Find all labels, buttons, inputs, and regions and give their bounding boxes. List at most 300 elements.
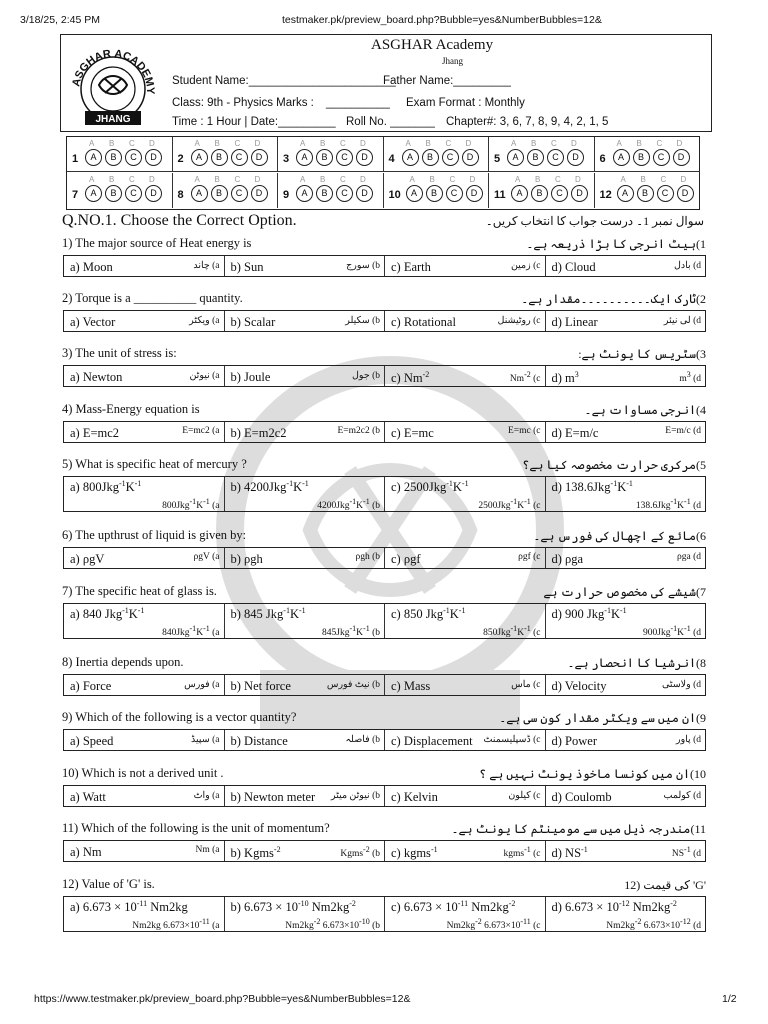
- options-row: [63, 547, 706, 569]
- answer-bubble[interactable]: A: [85, 149, 102, 166]
- option-cell[interactable]: [64, 311, 225, 331]
- option-label-urdu: فاصلہ (b: [345, 735, 380, 745]
- answer-bubble[interactable]: C: [231, 149, 248, 166]
- bubble-hint-letter: B: [425, 139, 431, 148]
- answer-bubble[interactable]: C: [336, 149, 353, 166]
- answer-bubble[interactable]: B: [211, 149, 228, 166]
- option-label: b) E=m2c2: [230, 426, 287, 440]
- option-label: a) Watt: [70, 790, 106, 804]
- option-label: a) ρgV: [70, 552, 105, 566]
- option-label-urdu: ماس (c: [511, 680, 541, 690]
- question-text: 9) Which of the following is a vector quantity?: [62, 710, 297, 724]
- option-cell[interactable]: [225, 548, 386, 568]
- answer-bubble[interactable]: C: [551, 185, 568, 202]
- bubble-hint-letter: C: [340, 139, 346, 148]
- option-cell[interactable]: [385, 256, 546, 276]
- print-url: testmaker.pk/preview_board.php?Bubble=yes&NumberBubbles=12&: [282, 14, 602, 26]
- option-cell[interactable]: [546, 675, 706, 695]
- answer-bubble[interactable]: A: [613, 149, 630, 166]
- bubble-hint-letter: C: [445, 139, 452, 148]
- bubble-cell: [595, 173, 701, 208]
- option-label-urdu: نیوٹن میٹر (b: [330, 791, 380, 801]
- answer-bubble[interactable]: A: [507, 149, 524, 166]
- option-cell[interactable]: [385, 730, 546, 750]
- option-label-urdu: $840Jkg^{-1}K^{-1}$ (a: [162, 624, 220, 639]
- answer-bubble[interactable]: B: [105, 185, 122, 202]
- bubble-hint-letter: A: [89, 174, 95, 184]
- option-label: b) Distance: [230, 734, 288, 748]
- option-label-urdu: $NS^{-1}$ (d: [671, 845, 701, 860]
- answer-bubble[interactable]: B: [422, 149, 439, 166]
- answer-bubble[interactable]: A: [617, 185, 634, 202]
- option-label-urdu: واٹ (a: [193, 791, 220, 801]
- option-cell[interactable]: [64, 256, 225, 276]
- option-cell[interactable]: [385, 548, 546, 568]
- option-label-urdu: Kgms$^{-2}$ (b: [340, 845, 380, 860]
- answer-bubble[interactable]: B: [316, 185, 333, 202]
- answer-bubble[interactable]: C: [657, 185, 674, 202]
- bubble-hint-letter: A: [620, 174, 626, 184]
- question-text-urdu: 2)ٹارک ایک۔۔۔۔۔۔۔۔۔۔مقدار ہے۔: [521, 292, 706, 306]
- bubble-number: 4: [388, 153, 395, 165]
- option-label: d) 900 $Jkg^{-1}K^{-1}$: [551, 606, 627, 622]
- option-cell[interactable]: [225, 422, 386, 442]
- option-label-urdu: چاند (a: [193, 261, 220, 271]
- option-label: a) Speed: [70, 734, 114, 748]
- roll-no-field: Roll No. _______: [346, 116, 435, 128]
- option-label: b) Sun: [230, 260, 264, 274]
- option-label-urdu: ρga (d: [677, 552, 701, 562]
- option-label: c) Mass: [391, 679, 431, 693]
- bubble-hint-letter: D: [254, 174, 261, 184]
- question-text-urdu: 11)مندرجہ ذیل میں سے مومینٹم کا یونٹ ہے۔: [451, 822, 706, 836]
- bubble-hint-letter: C: [129, 174, 135, 184]
- bubble-hint-letter: B: [640, 174, 646, 184]
- bubble-hint-letter: D: [575, 174, 581, 184]
- option-label: d) Power: [551, 734, 597, 748]
- option-label: c) ρgf: [391, 552, 421, 566]
- bubble-number: 3: [283, 153, 290, 165]
- bubble-hint-letter: B: [531, 139, 537, 148]
- option-label-urdu: $Nm2kg^{-2}$ $6.673\times 10^{-10}$ (b: [285, 917, 380, 932]
- option-label-urdu: $Nm2kg^{-2}$ $6.673\times 10^{-12}$ (d: [606, 917, 701, 932]
- question-text-urdu: 'G' کی قیمت (12: [624, 878, 706, 892]
- option-label: d) $6.673 \times 10^{-12}$ $Nm2kg^{-2}$: [551, 899, 677, 915]
- options-row: [63, 840, 706, 862]
- option-label: b) Net force: [230, 679, 291, 693]
- option-label-urdu: kgms$^{-1}$ (c: [503, 845, 541, 860]
- options-row: [63, 785, 706, 807]
- answer-bubble[interactable]: A: [511, 185, 528, 202]
- answer-bubble[interactable]: B: [105, 149, 122, 166]
- option-cell[interactable]: [546, 366, 706, 386]
- bubble-hint-letter: B: [320, 139, 326, 148]
- bubble-cell: [384, 173, 490, 208]
- print-footer: [0, 990, 768, 1014]
- question-text-urdu: 8)انرشیا کا انحصار ہے۔: [567, 656, 706, 670]
- question-text: 6) The upthrust of liquid is given by:: [62, 528, 247, 542]
- answer-bubble[interactable]: B: [531, 185, 548, 202]
- bubble-hint-letter: B: [535, 174, 541, 184]
- option-cell[interactable]: [64, 675, 225, 695]
- option-cell[interactable]: [64, 604, 225, 638]
- option-label: d) $m^3$: [551, 370, 579, 386]
- question-text: 4) Mass-Energy equation is: [62, 402, 200, 416]
- option-label-urdu: $Nm2kg^{-2}$ $6.673\times 10^{-11}$ (c: [446, 917, 541, 932]
- svg-text:JHANG: JHANG: [95, 114, 131, 125]
- answer-bubble[interactable]: D: [571, 185, 588, 202]
- question-text: 3) The unit of stress is:: [62, 346, 177, 360]
- bubble-hint-letter: C: [551, 139, 557, 148]
- option-label-urdu: فورس (a: [184, 680, 220, 690]
- answer-bubble[interactable]: A: [406, 185, 423, 202]
- option-cell[interactable]: [546, 786, 706, 806]
- option-cell[interactable]: [385, 422, 546, 442]
- section-title: Q.NO.1. Choose the Correct Option.: [62, 212, 297, 229]
- bubble-cell: [173, 173, 279, 208]
- bubble-hint-letter: B: [429, 174, 435, 184]
- answer-bubble[interactable]: D: [356, 149, 373, 166]
- option-label-urdu: E=mc (c: [507, 426, 541, 436]
- academy-name: ASGHAR Academy: [371, 37, 494, 53]
- options-row: [63, 255, 706, 277]
- answer-bubble[interactable]: A: [191, 185, 208, 202]
- bubble-number: 8: [177, 188, 184, 201]
- question-text-urdu: 6)مائع کے اچھال کی فورس ہے۔: [533, 529, 706, 543]
- bubble-hint-letter: A: [405, 139, 411, 148]
- option-cell[interactable]: [225, 675, 386, 695]
- academy-logo: [65, 39, 161, 127]
- options-row: [63, 421, 706, 443]
- options-row: [63, 310, 706, 332]
- bubble-hint-letter: B: [109, 174, 115, 184]
- options-row: [63, 729, 706, 751]
- options-row: [63, 603, 706, 639]
- option-cell[interactable]: [225, 366, 386, 386]
- bubble-number: 9: [283, 188, 290, 201]
- answer-bubble[interactable]: B: [527, 149, 544, 166]
- option-cell[interactable]: [225, 730, 386, 750]
- answer-bubble[interactable]: B: [316, 149, 333, 166]
- option-cell[interactable]: [385, 786, 546, 806]
- bubble-hint-letter: A: [409, 174, 415, 184]
- option-cell[interactable]: [546, 256, 706, 276]
- option-cell[interactable]: [64, 897, 225, 931]
- question-text: 7) The specific heat of glass is.: [62, 584, 217, 598]
- option-label-urdu: E=m/c (d: [665, 426, 701, 436]
- option-label: c) 850 $Jkg^{-1}K^{-1}$: [391, 606, 466, 622]
- answer-bubble[interactable]: C: [231, 185, 248, 202]
- bubble-hint-letter: D: [360, 174, 366, 184]
- question-text: 10) Which is not a derived unit .: [62, 766, 224, 780]
- answer-bubble[interactable]: C: [125, 185, 142, 202]
- bubble-number: 6: [599, 153, 606, 165]
- option-cell[interactable]: [546, 841, 706, 861]
- option-label: c) $Nm^{-2}$: [391, 370, 430, 386]
- bubble-cell: [67, 137, 173, 172]
- option-label: b) 845 $Jkg^{-1}K^{-1}$: [230, 606, 306, 622]
- answer-bubble[interactable]: A: [85, 185, 102, 202]
- option-label-urdu: ویکٹر (a: [189, 316, 220, 326]
- options-row: [63, 476, 706, 512]
- answer-bubble[interactable]: D: [567, 149, 584, 166]
- question-text: 1) The major source of Heat energy is: [62, 236, 252, 250]
- chapters: Chapter#: 3, 6, 7, 8, 9, 4, 2, 1, 5: [446, 116, 609, 128]
- bubble-hint-letter: C: [234, 174, 241, 184]
- bubble-cell: [173, 137, 279, 172]
- answer-bubble[interactable]: D: [356, 185, 373, 202]
- option-label: b) Scalar: [230, 315, 276, 329]
- option-label: b) $4200Jkg^{-1}K^{-1}$: [230, 479, 309, 495]
- answer-bubble[interactable]: A: [191, 149, 208, 166]
- option-label: c) Kelvin: [391, 790, 438, 804]
- answer-bubble[interactable]: D: [677, 185, 694, 202]
- option-cell[interactable]: [546, 548, 706, 568]
- answer-bubble[interactable]: B: [637, 185, 654, 202]
- bubble-hint-letter: B: [109, 139, 115, 148]
- answer-bubble[interactable]: A: [402, 149, 419, 166]
- bubble-hint-letter: A: [300, 174, 306, 184]
- bubble-number: 12: [599, 188, 612, 201]
- option-label: d) $NS^{-1}$: [551, 845, 588, 861]
- question-text: 11) Which of the following is the unit of momentum?: [62, 821, 330, 835]
- option-label: b) ρgh: [230, 552, 263, 566]
- question-text-urdu: 3)سٹریس کا یونٹ ہے:: [578, 347, 706, 361]
- bubble-number: 2: [177, 153, 184, 165]
- question-text-urdu: 7)شیشے کی مخصوص حرارت ہے: [543, 585, 706, 599]
- bubble-hint-letter: C: [129, 139, 135, 148]
- option-label: d) Linear: [551, 315, 598, 329]
- option-label: c) E=mc: [391, 426, 434, 440]
- option-label: a) Force: [70, 679, 112, 693]
- bubble-hint-letter: A: [89, 139, 95, 148]
- option-label-urdu: E=m2c2 (b: [337, 426, 380, 436]
- option-label-urdu: Nm (a: [195, 845, 220, 855]
- option-label-urdu: جول (b: [352, 371, 380, 381]
- option-label-urdu: زمین (c: [510, 261, 541, 271]
- answer-bubble[interactable]: B: [211, 185, 228, 202]
- option-label-urdu: $Nm^{-2}$ (c: [509, 370, 541, 385]
- option-label: a) $6.673 \times 10^{-11}$ Nm2kg: [70, 899, 188, 915]
- answer-bubble[interactable]: D: [462, 149, 479, 166]
- bubble-hint-letter: B: [636, 139, 642, 148]
- option-label: b) Newton meter: [230, 790, 316, 804]
- option-label: c) Displacement: [391, 734, 473, 748]
- question-text: 2) Torque is a __________ quantity.: [62, 291, 243, 305]
- bubble-hint-letter: C: [656, 139, 663, 148]
- option-cell[interactable]: [64, 477, 225, 511]
- option-cell[interactable]: [385, 366, 546, 386]
- bubble-hint-letter: A: [194, 139, 200, 148]
- option-label-urdu: $4200Jkg^{-1}K^{-1}$ (b: [317, 497, 380, 512]
- bubble-cell: [278, 173, 384, 208]
- option-cell[interactable]: [385, 841, 546, 861]
- bubble-hint-letter: B: [320, 174, 326, 184]
- marks-blank: __________: [326, 97, 390, 109]
- answer-bubble[interactable]: D: [251, 149, 268, 166]
- option-cell[interactable]: [546, 730, 706, 750]
- option-cell[interactable]: [225, 841, 386, 861]
- option-cell[interactable]: [64, 366, 225, 386]
- answer-bubble[interactable]: C: [547, 149, 564, 166]
- option-cell[interactable]: [546, 422, 706, 442]
- question-text-urdu: 1)ہیٹ انرجی کا بڑا ذریعہ ہے۔: [526, 237, 706, 251]
- section-title-urdu: سوال نمبر 1۔ درست جواب کا انتخاب کریں۔: [485, 214, 704, 228]
- bubble-hint-letter: A: [194, 174, 200, 184]
- option-label: d) Coulomb: [551, 790, 612, 804]
- bubble-hint-letter: D: [149, 139, 155, 148]
- answer-bubble[interactable]: D: [145, 185, 162, 202]
- option-cell[interactable]: [64, 786, 225, 806]
- bubble-hint-letter: C: [234, 139, 241, 148]
- options-row: [63, 674, 706, 696]
- answer-bubble[interactable]: D: [673, 149, 690, 166]
- option-label-urdu: سپیڈ (a: [191, 735, 220, 745]
- bubble-number: 7: [72, 188, 79, 201]
- bubble-hint-letter: D: [149, 174, 155, 184]
- bubble-number: 5: [494, 153, 501, 165]
- option-cell[interactable]: [64, 548, 225, 568]
- answer-bubble-grid: [66, 136, 700, 210]
- option-cell[interactable]: [385, 675, 546, 695]
- option-label-urdu: ρgV (a: [193, 552, 220, 562]
- footer-url: https://www.testmaker.pk/preview_board.php?Bubble=yes&NumberBubbles=12&: [34, 993, 411, 1005]
- option-label: c) Rotational: [391, 315, 456, 329]
- option-label: a) Moon: [70, 260, 113, 274]
- answer-bubble[interactable]: C: [653, 149, 670, 166]
- answer-bubble[interactable]: A: [296, 185, 313, 202]
- option-label-urdu: نیوٹن (a: [189, 371, 220, 381]
- options-row: [63, 896, 706, 932]
- option-label-urdu: Nm2kg $6.673\times 10^{-11}$ (a: [132, 917, 220, 932]
- father-name-field: Father Name:_________: [383, 75, 511, 87]
- options-row: [63, 365, 706, 387]
- bubble-cell: [67, 173, 173, 208]
- option-cell[interactable]: [385, 311, 546, 331]
- option-label-urdu: ولاسٹی (d: [661, 680, 701, 690]
- option-label-urdu: $m^3$ (d: [679, 370, 701, 385]
- bubble-hint-letter: D: [254, 139, 261, 148]
- option-label-urdu: لی نیئر (d: [663, 316, 701, 326]
- answer-bubble[interactable]: D: [251, 185, 268, 202]
- time-date-field: Time : 1 Hour | Date:_________: [172, 116, 336, 128]
- bubble-number: 11: [494, 188, 506, 201]
- option-cell[interactable]: [225, 256, 386, 276]
- option-label: a) Newton: [70, 370, 123, 384]
- option-label-urdu: پاور (d: [675, 735, 701, 745]
- answer-bubble[interactable]: C: [336, 185, 353, 202]
- option-cell[interactable]: [225, 786, 386, 806]
- option-cell[interactable]: [546, 477, 706, 511]
- option-cell[interactable]: [385, 477, 546, 511]
- option-label-urdu: ρgh (b: [355, 552, 380, 562]
- answer-bubble[interactable]: D: [145, 149, 162, 166]
- answer-bubble[interactable]: A: [296, 149, 313, 166]
- answer-bubble[interactable]: C: [446, 185, 463, 202]
- answer-bubble[interactable]: B: [426, 185, 443, 202]
- option-label: a) Nm: [70, 845, 102, 859]
- option-label: c) $6.673 \times 10^{-11}$ $Nm2kg^{-2}$: [391, 899, 516, 915]
- option-label-urdu: روٹیشنل (c: [497, 316, 541, 326]
- question-text: 12) Value of 'G' is.: [62, 877, 155, 891]
- bubble-hint-letter: D: [465, 139, 472, 148]
- option-label-urdu: $138.6Jkg^{-1}K^{-1}$ (d: [635, 497, 701, 512]
- question-text: 5) What is specific heat of mercury ?: [62, 457, 247, 471]
- option-cell[interactable]: [546, 604, 706, 638]
- bubble-cell: [489, 173, 595, 208]
- option-label: b) Joule: [230, 370, 271, 384]
- option-cell[interactable]: [385, 897, 546, 931]
- bubble-number: 10: [388, 188, 401, 201]
- option-label: c) Earth: [391, 260, 431, 274]
- option-cell[interactable]: [64, 730, 225, 750]
- academy-city: Jhang: [442, 56, 463, 66]
- option-cell[interactable]: [64, 422, 225, 442]
- option-label-urdu: $800Jkg^{-1}K^{-1}$ (a: [162, 497, 220, 512]
- option-label-urdu: $900Jkg^{-1}K^{-1}$ (d: [643, 624, 701, 639]
- option-label: a) $800Jkg^{-1}K^{-1}$: [70, 479, 142, 495]
- bubble-cell: [384, 137, 490, 172]
- option-label-urdu: ρgf (c: [518, 552, 541, 562]
- option-cell[interactable]: [64, 841, 225, 861]
- option-label-urdu: بادل (d: [674, 261, 701, 271]
- option-label: b) $6.673 \times 10^{-10}$ $Nm2kg^{-2}$: [230, 899, 356, 915]
- option-label: d) Velocity: [551, 679, 607, 693]
- answer-bubble[interactable]: D: [466, 185, 483, 202]
- student-name-field: Student Name:_______________________: [172, 75, 396, 87]
- bubble-hint-letter: A: [511, 139, 517, 148]
- bubble-hint-letter: D: [360, 139, 366, 148]
- option-cell[interactable]: [225, 897, 386, 931]
- option-cell[interactable]: [385, 604, 546, 638]
- option-label-urdu: سکیلر (b: [345, 316, 380, 326]
- bubble-hint-letter: A: [616, 139, 622, 148]
- option-label-urdu: کولمب (d: [663, 791, 701, 801]
- option-label-urdu: $850Jkg^{-1}K^{-1}$ (c: [483, 624, 541, 639]
- bubble-hint-letter: A: [515, 174, 521, 184]
- option-label: a) 840 $Jkg^{-1}K^{-1}$: [70, 606, 145, 622]
- bubble-hint-letter: C: [555, 174, 561, 184]
- option-label: a) E=mc2: [70, 426, 120, 440]
- option-label-urdu: $2500Jkg^{-1}K^{-1}$ (c: [478, 497, 541, 512]
- bubble-hint-letter: D: [676, 139, 683, 148]
- option-cell[interactable]: [225, 477, 386, 511]
- answer-bubble[interactable]: B: [633, 149, 650, 166]
- bubble-cell: [278, 137, 384, 172]
- option-label: c) kgms$^{-1}$: [391, 845, 438, 861]
- svg-text:ASGHAR ACADEMY: ASGHAR ACADEMY: [70, 47, 157, 95]
- option-label: d) E=m/c: [551, 426, 599, 440]
- print-datetime: 3/18/25, 2:45 PM: [20, 14, 100, 26]
- exam-format: Exam Format : Monthly: [406, 97, 525, 109]
- answer-bubble[interactable]: C: [125, 149, 142, 166]
- option-cell[interactable]: [225, 311, 386, 331]
- bubble-hint-letter: D: [571, 139, 577, 148]
- question-text-urdu: 5)مرکری حرارت مخصوصہ کیا ہے؟: [522, 458, 706, 472]
- bubble-number: 1: [72, 153, 79, 165]
- option-cell[interactable]: [546, 311, 706, 331]
- class-marks-field: Class: 9th - Physics Marks :: [172, 97, 314, 109]
- bubble-hint-letter: D: [680, 174, 687, 184]
- option-label: c) $2500Jkg^{-1}K^{-1}$: [391, 479, 469, 495]
- answer-bubble[interactable]: C: [442, 149, 459, 166]
- bubble-hint-letter: D: [469, 174, 476, 184]
- option-label-urdu: سورج (b: [346, 261, 380, 271]
- question-text-urdu: 9)ان میں سے ویکٹر مقدار کون سی ہے۔: [499, 711, 706, 725]
- option-cell[interactable]: [225, 604, 386, 638]
- option-cell[interactable]: [546, 897, 706, 931]
- option-label-urdu: کیلون (c: [508, 791, 541, 801]
